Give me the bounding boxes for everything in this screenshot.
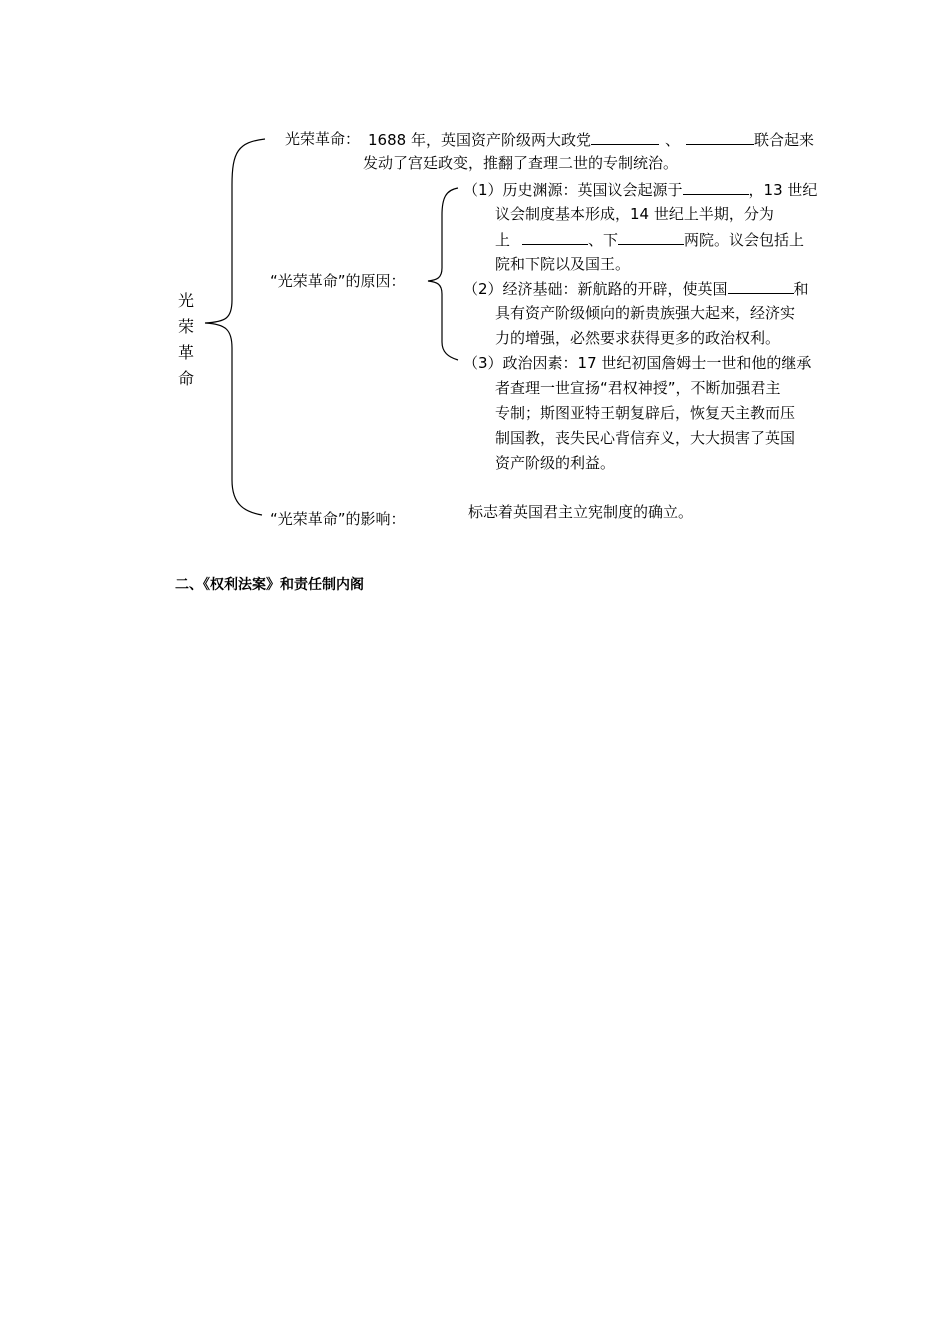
branch1-text: 联合起来 bbox=[753, 131, 814, 149]
cause-item-3-line2: 者查理一世宣扬“君权神授”，不断加强君主 bbox=[495, 379, 781, 397]
branch-label-impact: “光荣革命”的影响： bbox=[270, 510, 406, 528]
branch-label-causes: “光荣革命”的原因： bbox=[270, 272, 406, 290]
cause-item-1-line2: 议会制度基本形成，14 世纪上半期，分为 bbox=[495, 205, 774, 223]
cause-item-2-line1 bbox=[463, 276, 809, 301]
branch1-line2: 发动了宫廷政变，推翻了查理二世的专制统治。 bbox=[363, 154, 679, 172]
root-char: 革 bbox=[178, 343, 195, 362]
cause-item-3-line4: 制国教，丧失民心背信弃义，大大损害了英国 bbox=[495, 429, 796, 447]
cause-text: （2）经济基础：新航路的开辟，使英国 bbox=[463, 280, 728, 298]
impact-content: 标志着英国君主立宪制度的确立。 bbox=[468, 503, 694, 521]
reasons-brace bbox=[428, 188, 458, 360]
fill-blank[interactable] bbox=[618, 227, 684, 245]
main-brace bbox=[205, 139, 265, 515]
root-char: 荣 bbox=[178, 317, 195, 336]
branch1-line1 bbox=[368, 127, 814, 152]
cause-text: 上 bbox=[495, 231, 511, 249]
branch1-text: 1688 年，英国资产阶级两大政党 bbox=[368, 131, 591, 149]
cause-item-3-line5: 资产阶级的利益。 bbox=[495, 454, 616, 472]
branch-label-glorious-revolution: 光荣革命： bbox=[285, 130, 361, 148]
branch1-text: 、 bbox=[664, 131, 680, 149]
root-char: 光 bbox=[178, 291, 195, 310]
cause-item-1-line4: 院和下院以及国王。 bbox=[495, 255, 631, 273]
fill-blank[interactable] bbox=[728, 276, 794, 294]
section-heading: 二、《权利法案》和责任制内阁 bbox=[175, 577, 364, 593]
cause-text: 、下 bbox=[588, 231, 619, 249]
cause-item-2-line2: 具有资产阶级倾向的新贵族强大起来，经济实 bbox=[495, 304, 796, 322]
cause-item-3-line1: （3）政治因素：17 世纪初国詹姆士一世和他的继承 bbox=[463, 354, 812, 372]
cause-text: 两院。议会包括上 bbox=[684, 231, 805, 249]
root-char: 命 bbox=[178, 369, 195, 388]
fill-blank[interactable] bbox=[591, 127, 659, 145]
cause-item-2-line3: 力的增强，必然要求获得更多的政治权利。 bbox=[495, 329, 781, 347]
cause-text: ，13 世纪 bbox=[748, 181, 818, 199]
fill-blank[interactable] bbox=[683, 177, 749, 195]
fill-blank[interactable] bbox=[686, 127, 754, 145]
cause-item-1-line3 bbox=[495, 227, 804, 252]
cause-text: 和 bbox=[793, 280, 809, 298]
cause-item-3-line3: 专制；斯图亚特王朝复辟后，恢复天主教而压 bbox=[495, 404, 796, 422]
fill-blank[interactable] bbox=[522, 227, 588, 245]
cause-item-1-line1 bbox=[463, 177, 817, 202]
cause-text: （1）历史渊源：英国议会起源于 bbox=[463, 181, 683, 199]
